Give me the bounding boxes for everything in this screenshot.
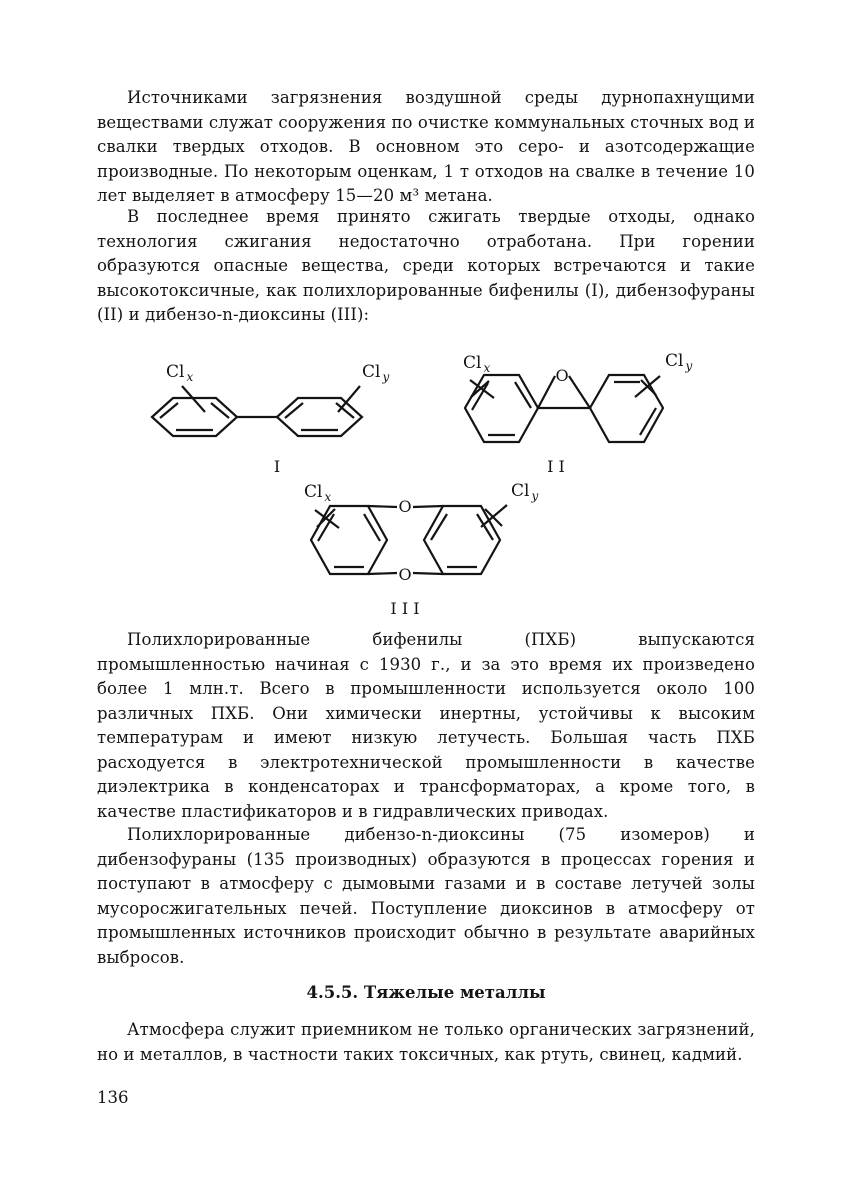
dioxin-bottom-oxygen-bond-left [368,573,397,574]
dibenzofuran-right-ring-inner-bond [640,408,656,435]
biphenyl-cl-x-label: Cl $_x$ [166,362,194,384]
dioxin-top-oxygen-label: O [398,497,412,516]
dibenzofuran-oxygen-bond-left [538,376,555,408]
dibenzofuran-cl-x-label: Cl $_x$ [463,353,491,375]
dioxin-right-ring [424,506,500,574]
dibenzofuran-left-ring-inner-bond [515,382,531,408]
paragraph-pcb-description: Полихлорированные бифенилы (ПХБ) выпускаются промышленностью начиная с 1930 г., и за это время их произведено более 1 млн.т. Всего в промышленности используется около 100 различных ПХБ. Они химически инертны, устойчивы к высоким температурам и имеют низкую летучесть. Большая часть ПХБ расходуется в электротехнической промышленности в качестве диэлектрика в конденсаторах и трансформаторах, а кроме того, в качестве пластификаторов и в гидравлических приводах. [97,630,755,821]
paragraph-heavy-metals: Атмосфера служит приемником не только органических загрязнений, но и металлов, в частности таких токсичных, как ртуть, свинец, кадмий. [97,1020,755,1064]
paragraph-waste-incineration: В последнее время принято сжигать твердые отходы, однако технология сжигания недостаточно отработана. При горении образуются опасные вещества, среди которых встречаются и такие высокотоксичные, как полихлорированные бифенилы (I), дибензофураны (II) и дибензо-n-диоксины (III): [97,207,755,324]
dioxin-right-ring-inner-bond [431,514,447,540]
structure-II-label: I I [547,457,565,476]
dibenzofuran-cl-y-label: Cl $_y$ [665,351,693,373]
biphenyl-left-ring-inner-bond [211,403,229,418]
dioxin-left-ring-inner-bond [364,514,380,541]
page-number: 136 [97,1088,129,1107]
structure-III-dibenzo-dioxin [304,481,538,618]
dioxin-bottom-oxygen-bond-right [413,573,443,574]
structure-II-dibenzofuran [463,351,692,476]
dioxin-top-oxygen-bond-left [368,506,397,507]
dioxin-right-chlorine-cross [481,505,507,527]
dibenzofuran-oxygen-label: O [555,366,569,385]
dioxin-cl-x-label: Cl $_x$ [304,482,332,504]
dioxin-top-oxygen-bond-right [413,506,443,507]
structure-I-label: I [273,457,281,476]
paragraph-sources-of-odor: Источниками загрязнения воздушной среды дурнопахнущими веществами служат сооружения по очистке коммунальных сточных вод и свалки твердых отходов. В основном это серо- и азотсодержащие производные. По некоторым оценкам, 1 т отходов на свалке в течение 10 лет выделяет в атмосферу 15—20 м³ метана. [97,88,755,205]
dibenzofuran-right-ring [590,375,663,442]
dibenzofuran-oxygen-bond-right [569,376,590,408]
biphenyl-right-ring-inner-bond [285,403,303,418]
biphenyl-cl-y-label: Cl $_y$ [362,362,390,384]
dioxin-cl-y-label: Cl $_y$ [511,481,539,503]
paragraph-dioxins-description: Полихлорированные дибензо-n-диоксины (75 изомеров) и дибензофураны (135 производных) образуются в процессах горения и поступают в атмосферу с дымовыми газами и в составе летучей золы мусоросжигательных печей. Поступление диоксинов в атмосферу от промышленных источников происходит обычно в результате аварийных выбросов. [97,825,755,967]
structure-I-polychlorinated-biphenyl [152,362,389,476]
section-heading: 4.5.5. Тяжелые металлы [306,983,546,1002]
structure-III-label: I I I [390,599,420,618]
dioxin-bottom-oxygen-label: O [398,565,412,584]
biphenyl-left-ring-inner-bond [160,403,178,418]
